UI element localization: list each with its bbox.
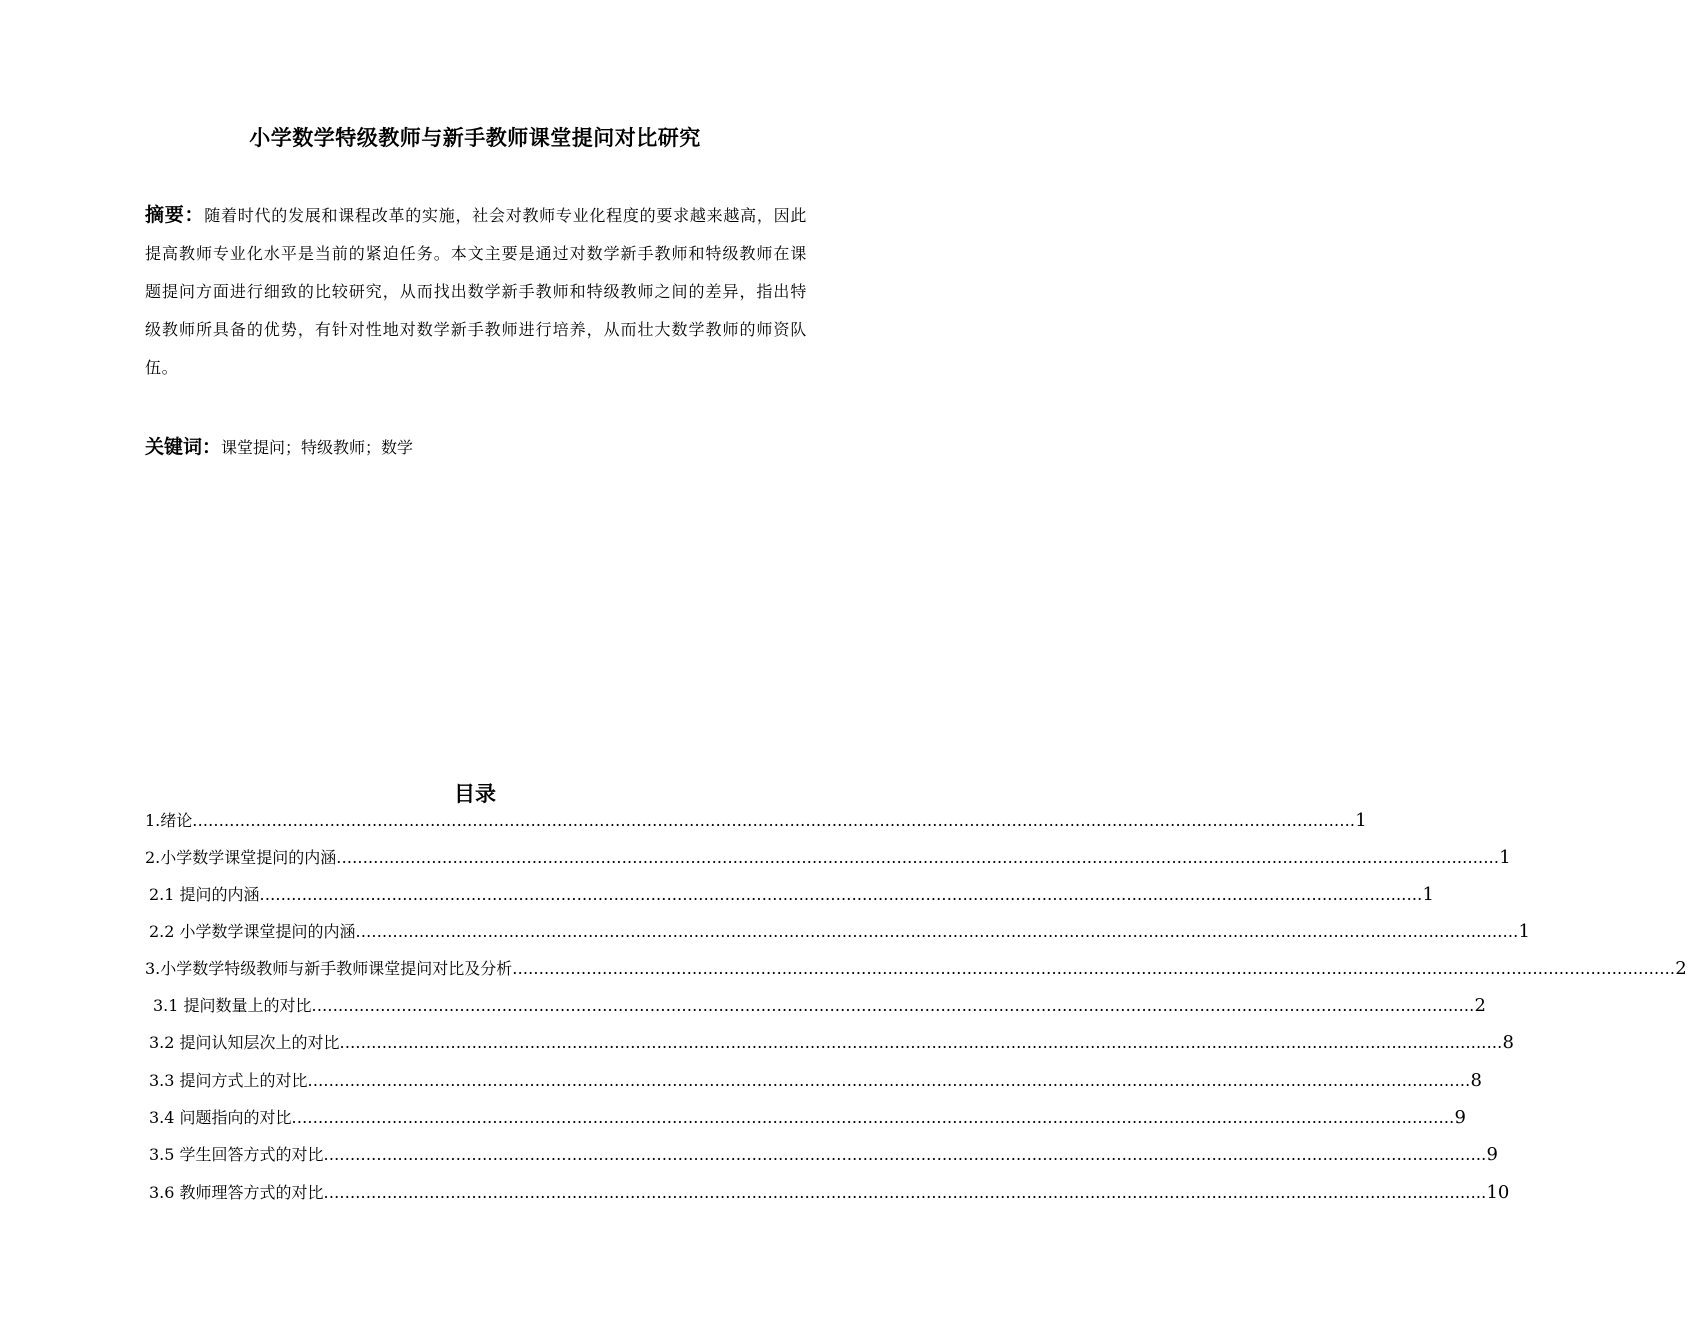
abstract-paragraph (145, 196, 807, 387)
toc-entry-page: 1 (1499, 847, 1511, 868)
toc-entry-title: 3.5 学生回答方式的对比 (149, 1145, 324, 1164)
toc-leader-dots: ............................................................................................................................................................................................................................ (355, 922, 1519, 941)
toc-leader-dots: ............................................................................................................................................................................................................................ (307, 1071, 1471, 1090)
toc-leader-dots: ............................................................................................................................................................................................................................ (512, 959, 1676, 978)
toc-entry[interactable] (145, 845, 1511, 869)
toc-entry-page: 1 (1518, 921, 1530, 942)
toc-entry[interactable] (153, 993, 1486, 1017)
keywords-line (145, 428, 413, 467)
abstract-text: 随着时代的发展和课程改革的实施，社会对教师专业化程度的要求越来越高，因此提高教师专业化水平是当前的紧迫任务。本文主要是通过对数学新手教师和特级教师在课题提问方面进行细致的比较研究，从而找出数学新手教师和特级教师之间的差异，指出特级教师所具备的优势，有针对性地对数学新手教师进行培养，从而壮大数学教师的师资队伍。 (145, 206, 807, 377)
toc-entry-title: 3.1 提问数量上的对比 (153, 996, 312, 1015)
abstract-label: 摘要： (145, 204, 205, 226)
toc-entry-title: 1.绪论 (145, 811, 193, 830)
toc-entry-title: 3.4 问题指向的对比 (149, 1108, 292, 1127)
toc-entry-title: 3.小学数学特级教师与新手教师课堂提问对比及分析 (145, 959, 513, 978)
toc-leader-dots: ............................................................................................................................................................................................................................ (336, 848, 1500, 867)
keywords-label: 关键词： (145, 436, 222, 458)
toc-entry-title: 2.小学数学课堂提问的内涵 (145, 848, 337, 867)
toc-leader-dots: ............................................................................................................................................................................................................................ (323, 1145, 1487, 1164)
toc-entry-page: 1 (1355, 810, 1367, 831)
toc-entry[interactable] (149, 919, 1530, 943)
toc-entry[interactable] (149, 1105, 1466, 1129)
toc-leader-dots: ............................................................................................................................................................................................................................ (291, 1108, 1455, 1127)
toc-entry-title: 3.3 提问方式上的对比 (149, 1071, 308, 1090)
toc-entry-page: 9 (1486, 1144, 1498, 1165)
toc-entry-page: 1 (1422, 884, 1434, 905)
toc-entry[interactable] (149, 1030, 1514, 1054)
toc-entry-title: 2.2 小学数学课堂提问的内涵 (149, 922, 356, 941)
toc-entry-page: 8 (1502, 1032, 1514, 1053)
toc-entry-title: 3.6 教师理答方式的对比 (149, 1183, 324, 1202)
toc-entry-title: 2.1 提问的内涵 (149, 885, 260, 904)
keywords-text: 课堂提问；特级教师；数学 (221, 438, 414, 457)
toc-leader-dots: ............................................................................................................................................................................................................................ (339, 1033, 1503, 1052)
toc-leader-dots: ............................................................................................................................................................................................................................ (259, 885, 1423, 904)
toc-leader-dots: ............................................................................................................................................................................................................................ (311, 996, 1475, 1015)
toc-entry-page: 10 (1486, 1182, 1510, 1203)
toc-entry-page: 9 (1454, 1107, 1466, 1128)
document-title: 小学数学特级教师与新手教师课堂提问对比研究 (249, 125, 701, 150)
toc-entry[interactable] (149, 1068, 1482, 1092)
toc-entry[interactable] (149, 1180, 1510, 1204)
toc-entry-page: 8 (1470, 1070, 1482, 1091)
toc-entry[interactable] (145, 808, 1367, 832)
toc-entry-title: 3.2 提问认知层次上的对比 (149, 1033, 340, 1052)
toc-leader-dots: ............................................................................................................................................................................................................................ (192, 811, 1356, 830)
toc-entry[interactable] (149, 1142, 1498, 1166)
toc-entry[interactable] (145, 956, 1687, 980)
toc-heading: 目录 (454, 781, 496, 806)
toc-leader-dots: ............................................................................................................................................................................................................................ (323, 1183, 1487, 1202)
toc-entry[interactable] (149, 882, 1434, 906)
toc-entry-page: 2 (1474, 995, 1486, 1016)
toc-entry-page: 2 (1675, 958, 1687, 979)
